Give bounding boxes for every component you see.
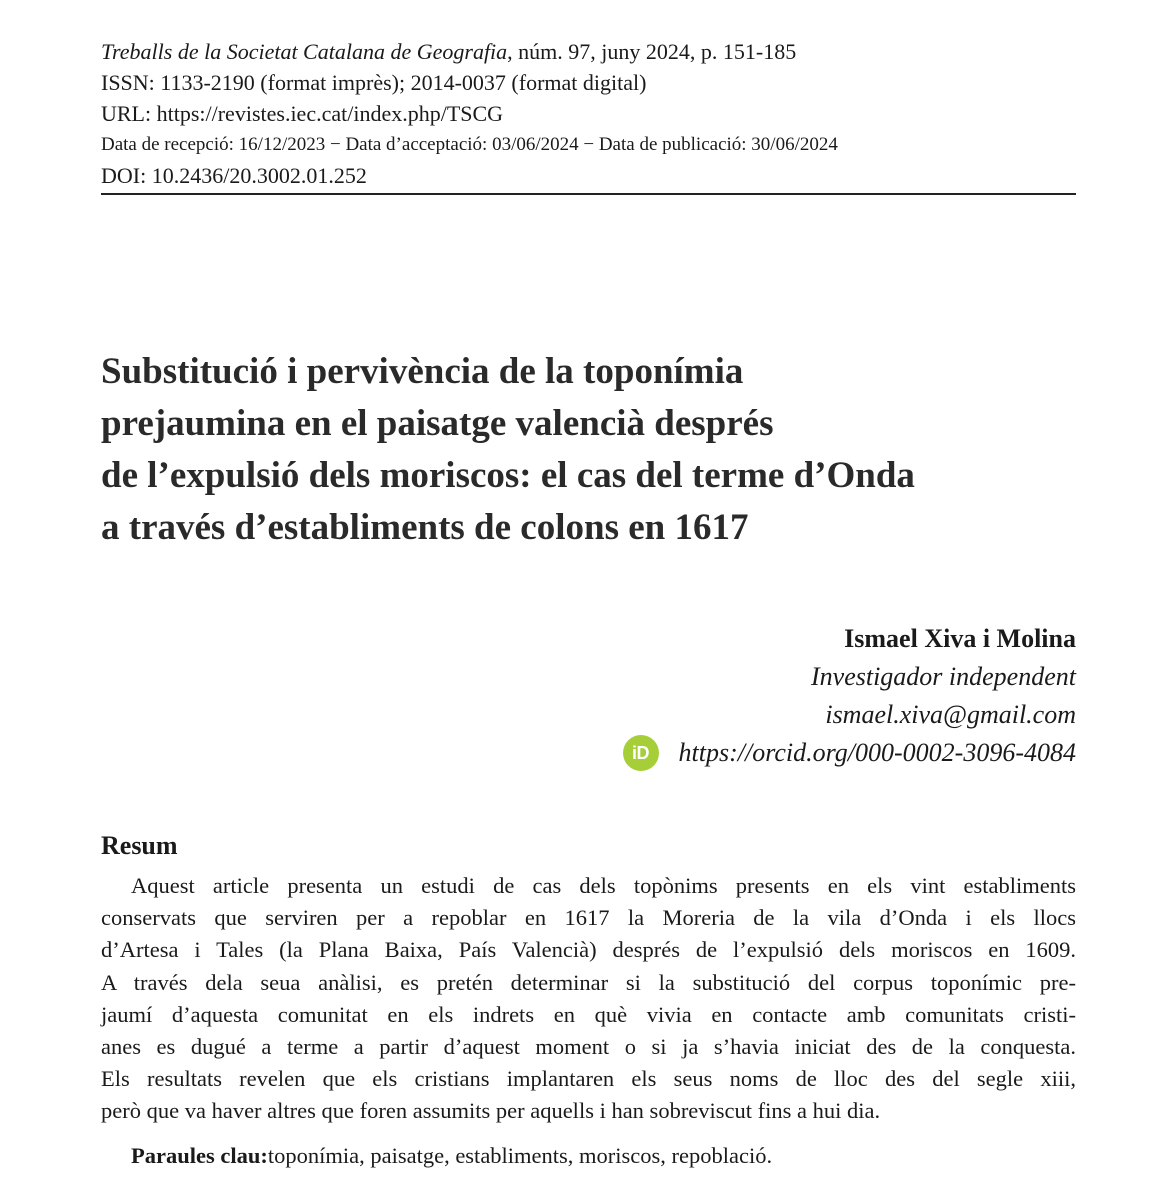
url-line[interactable]: URL: https://revistes.iec.cat/index.php/TSCG (101, 101, 504, 126)
title-line: prejaumina en el paisatge valencià després (101, 403, 774, 444)
orcid-row (623, 734, 1076, 772)
author-affiliation: Investigador independent (811, 662, 1076, 691)
abstract-line: conservats que serviren per a repoblar en 1617 la Moreria de la vila d’Onda i els llocs (101, 905, 1076, 931)
dates-line: Data de recepció: 16/12/2023 − Data d’acceptació: 03/06/2024 − Data de publicació: 30/06/2024 (101, 134, 838, 155)
abstract-heading: Resum (101, 831, 178, 860)
doi-line[interactable]: DOI: 10.2436/20.3002.01.252 (101, 163, 367, 188)
journal-name: Treballs de la Societat Catalana de Geografia (101, 39, 508, 64)
title-line: a través d’establiments de colons en 1617 (101, 507, 749, 548)
orcid-icon: iD (623, 735, 659, 771)
orcid-link[interactable]: https://orcid.org/000-0002-3096-4084 (678, 738, 1076, 767)
journal-citation-line (101, 36, 1076, 67)
abstract-line: jaumí d’aquesta comunitat en els indrets en què vivia en contacte amb comunitats cristi- (101, 1001, 1076, 1027)
abstract-line: anes es dugué a terme a partir d’aquest moment o si ja s’havia iniciat des de la conquesta. (101, 1034, 1076, 1060)
abstract-line: A través dela seua anàlisi, es pretén determinar si la substitució del corpus toponímic pre- (101, 969, 1076, 995)
title-line: Substitució i pervivència de la toponímia (101, 351, 744, 392)
author-name: Ismael Xiva i Molina (844, 624, 1076, 653)
abstract-body (101, 870, 1076, 1128)
author-email[interactable]: ismael.xiva@gmail.com (825, 700, 1076, 729)
abstract-line: Els resultats revelen que els cristians implantaren els seus noms de lloc des del segle xiii, (101, 1066, 1076, 1092)
keywords (131, 1140, 772, 1172)
abstract-line: d’Artesa i Tales (la Plana Baixa, País Valencià) després de l’expulsió dels moriscos en 1609. (101, 937, 1076, 963)
abstract-line: però que va haver altres que foren assumits per aquells i han sobreviscut fins a hui dia. (101, 1098, 881, 1124)
journal-issue: , núm. 97, juny 2024, p. 151-185 (507, 39, 797, 64)
keywords-label: Paraules clau: (131, 1143, 268, 1168)
keywords-list: toponímia, paisatge, establiments, moriscos, repoblació. (267, 1143, 773, 1168)
title-line: de l’expulsió dels moriscos: el cas del terme d’Onda (101, 455, 915, 496)
journal-header (101, 36, 1076, 191)
author-block (623, 620, 1076, 772)
article-title (101, 346, 1101, 554)
header-divider (101, 193, 1076, 195)
abstract-line: Aquest article presenta un estudi de cas dels topònims presents en els vint establiments (131, 873, 1076, 898)
issn-line: ISSN: 1133-2190 (format imprès); 2014-0037 (format digital) (101, 70, 647, 95)
